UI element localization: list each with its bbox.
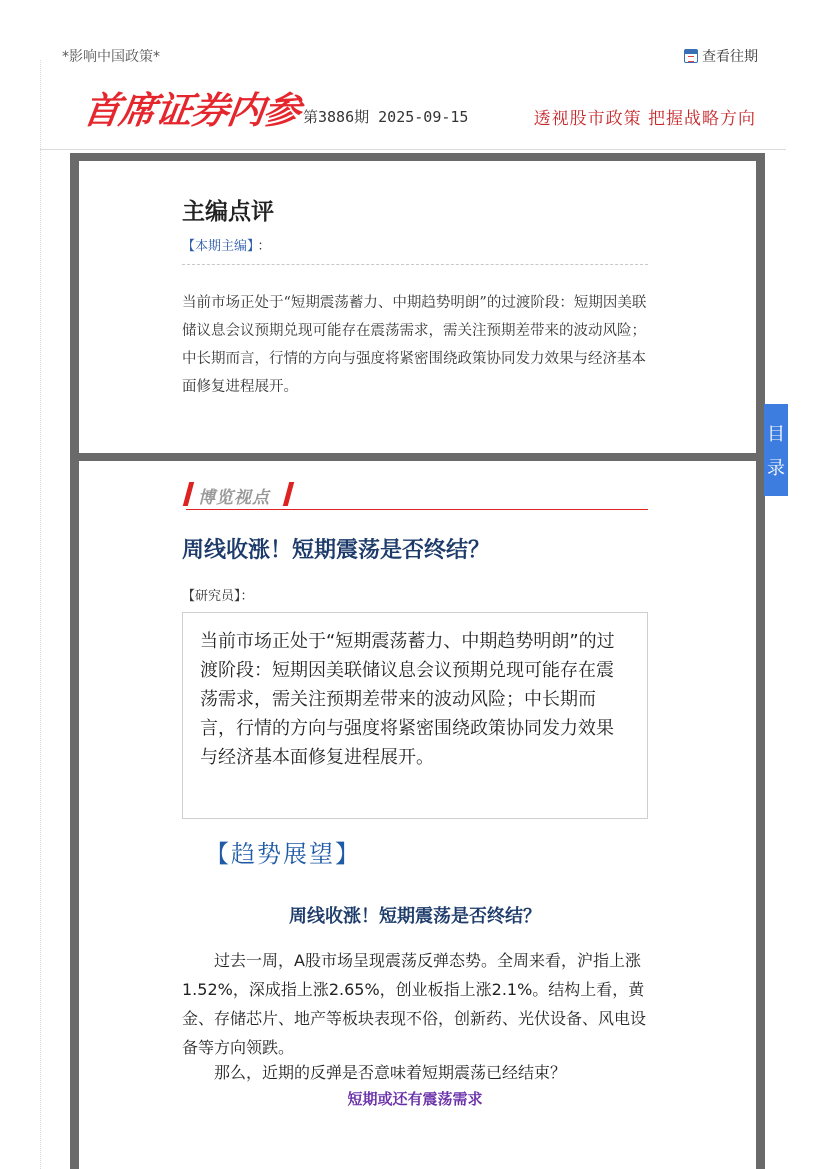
trend-outlook-heading: 【趋势展望】: [205, 840, 361, 868]
view-history-link[interactable]: [684, 46, 758, 66]
article-title[interactable]: 周线收涨！短期震荡是否终结？: [182, 538, 491, 563]
editor-label: [182, 235, 271, 254]
brand-slogan: 透视股市政策 把握战略方向: [533, 109, 756, 129]
editor-comment-text: 当前市场正处于“短期震荡蓄力、中期趋势明朗”的过渡阶段：短期因美联储议息会议预期兑现可能存在震荡需求，需关注预期差带来的波动风险；中长期而言，行情的方向与强度将紧密围绕政策协同发力效果与经济基本面修复进程展开。: [182, 295, 647, 395]
view-history-label: 查看往期: [702, 49, 758, 65]
article-summary-text: 当前市场正处于“短期震荡蓄力、中期趋势明朗”的过渡阶段：短期因美联储议息会议预期兑现可能存在震荡需求，需关注预期差带来的波动风险；中长期而言，行情的方向与强度将紧密围绕政策协同发力效果与经济基本面修复进程展开。: [200, 631, 615, 768]
article-paragraph-2: 那么，近期的反弹是否意味着短期震荡已经结束？: [214, 1063, 567, 1082]
viewpoint-banner-text: 博览视点: [198, 488, 270, 508]
page-margin-guide: [40, 60, 41, 1169]
editor-divider: [182, 264, 648, 265]
brand-logo: 首席证券内参: [80, 89, 303, 132]
article-paragraph-1: 过去一周，A股市场呈现震荡反弹态势。全周来看，沪指上涨1.52%，深成指上涨2.65%，创业板指上涨2.1%。结构上看，黄金、存储芯片、地产等板块表现不俗，创新药、光伏设备、风电设备等方向领跌。: [182, 951, 647, 1057]
header-slogan: *影响中国政策*: [62, 49, 160, 65]
toc-label-2: 录: [767, 458, 785, 479]
editor-comment-title: 主编点评: [182, 199, 274, 225]
viewpoint-banner: [186, 480, 648, 510]
banner-right-mark: [283, 482, 294, 506]
toc-label-1: 目: [767, 424, 785, 445]
calendar-icon: [684, 49, 698, 63]
header-divider: [40, 149, 786, 150]
article-summary-box: [182, 612, 648, 819]
issue-number-date: 第3886期 2025-09-15: [303, 108, 469, 126]
article-highlight: 短期或还有震荡需求: [347, 1090, 483, 1108]
researcher-label: 【研究员】：: [182, 589, 254, 604]
article-subtitle: 周线收涨！短期震荡是否终结？: [289, 906, 541, 927]
editor-label-text: 【本期主编】: [182, 239, 254, 254]
table-of-contents-tab[interactable]: [764, 404, 788, 496]
editor-label-colon: ：: [257, 239, 271, 254]
